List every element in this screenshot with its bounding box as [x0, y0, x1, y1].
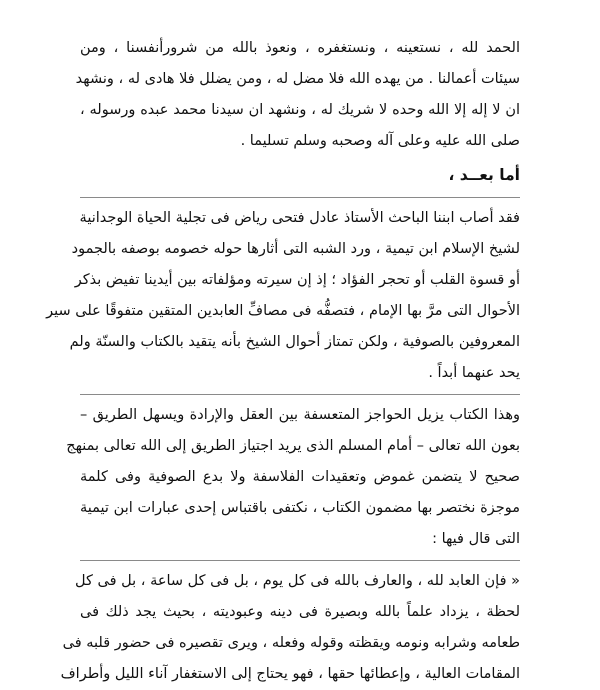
paragraph-opening-praise: [75, 33, 520, 157]
text-line: موجزة نختصر بها مضمون الكتاب ، نكتفى باقتباس إحدى عبارات ابن تيمية: [80, 500, 520, 516]
text-line: سيئات أعمالنا . من يهده الله فلا مضل له ، ومن يضلل فلا هادى له ، ونشهد: [75, 71, 520, 87]
text-column: [46, 33, 520, 690]
text-line: التى قال فيها :: [432, 531, 520, 547]
text-line: الحمد لله ، نستعينه ، ونستغفره ، ونعوذ بالله من شرورأنفسنا ، ومن: [80, 40, 520, 56]
text-line: لحظة ، يزداد علماً بالله وبصيرة فى دينه وعبوديته ، بحيث يجد ذلك فى: [80, 604, 520, 620]
text-line: صلى الله عليه وعلى آله وصحبه وسلم تسليما .: [240, 133, 520, 149]
section-divider: [80, 560, 520, 561]
text-line: الأحوال التى مرَّ بها الإمام ، فتصفُّه فى مصافِّ العابدين المتقين متفوقًا على سير: [46, 303, 520, 319]
text-line: ان لا إله إلا الله وحده لا شريك له ، ونشهد ان سيدنا محمد عبده ورسوله ،: [80, 102, 520, 118]
text-line: صحيح لا يتضمن غموض وتعقيدات الفلاسفة ولا بدع الصوفية وفى كلمة: [80, 469, 520, 485]
text-line: « فإن العابد لله ، والعارف بالله فى كل يوم ، بل فى كل ساعة ، بل فى كل: [75, 573, 520, 589]
text-line: طعامه وشرابه ونومه ويقظته وقوله وفعله ، ويرى تقصيره فى حضور قلبه فى: [62, 635, 520, 651]
text-line: المعروفين بالصوفية ، ولكن تمتاز أحوال الشيخ بأنه يتقيد بالكتاب والسنّة ولم: [69, 334, 520, 350]
paragraph-quotation: [60, 566, 520, 690]
text-line: أو قسوة القلب أو تحجر الفؤاد ؛ إذ إن سيرته ومؤلفاته بين أيدينا تفيض بذكر: [74, 272, 520, 288]
text-line: فقد أصاب ابننا الباحث الأستاذ عادل فتحى رياض فى تجلية الحياة الوجدانية: [79, 210, 520, 226]
text-line: المقامات العالية ، وإعطائها حقها ، فهو يحتاج إلى الاستغفار آناء الليل وأطراف: [60, 666, 520, 682]
section-divider: [80, 394, 520, 395]
text-line: يحد عنهما أبداً .: [428, 365, 520, 381]
text-line: لشيخ الإسلام ابن تيمية ، ورد الشبه التى أثارها حوله خصومه بوصفه بالجمود: [71, 241, 520, 257]
text-line: وهذا الكتاب يزيل الحواجز المتعسفة بين العقل والإرادة ويسهل الطريق –: [80, 407, 520, 423]
section-divider: [80, 197, 520, 198]
paragraph-book-summary: [66, 400, 520, 555]
section-heading: أما بعــد ،: [448, 166, 520, 184]
paragraph-author-praise: [46, 203, 520, 389]
text-line: بعون الله تعالى – أمام المسلم الذى يريد اجتياز الطريق إلى الله تعالى بمنهج: [66, 438, 520, 454]
